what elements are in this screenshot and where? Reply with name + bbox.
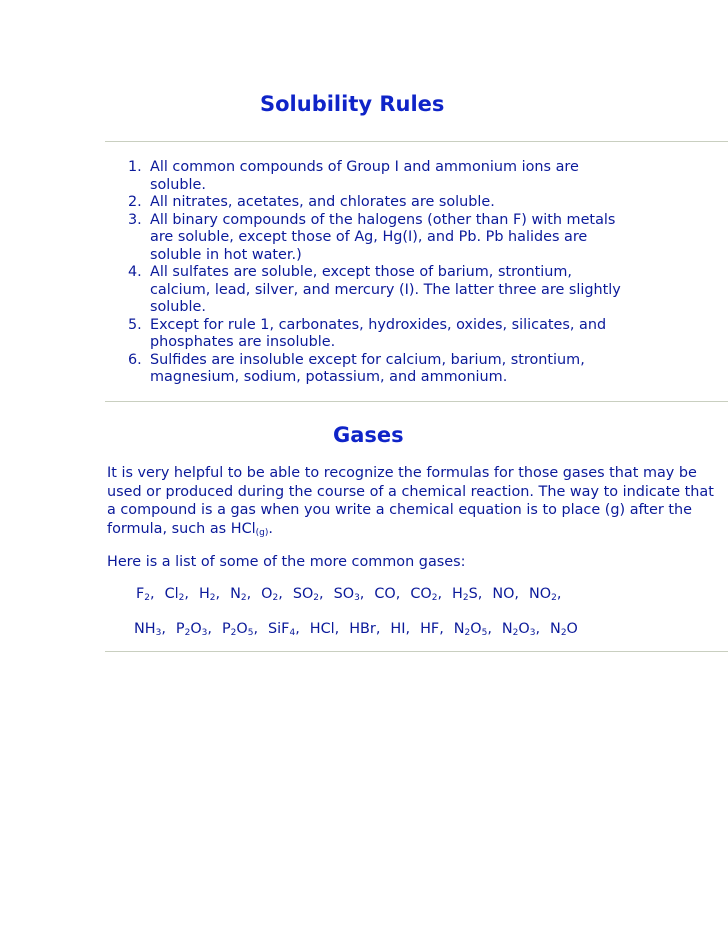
gas-formula: $O_2$, xyxy=(261,586,283,603)
gas-formula: $SO_3$, xyxy=(333,586,365,603)
gas-formula: HBr, xyxy=(349,621,381,637)
rule-item: 4. All sulfates are soluble, except those of barium, strontium, calcium, lead, silver, and mercury (I). The latter three are slightly soluble. xyxy=(128,264,621,315)
gas-formula: $SO_2$, xyxy=(292,586,324,603)
gas-formula: $N_2$, xyxy=(230,586,252,603)
rule-item: 2. All nitrates, acetates, and chlorates are soluble. xyxy=(128,194,495,210)
divider-middle xyxy=(105,401,728,402)
rule-text: All binary compounds of the halogens (other than F) with metals are soluble, except those of Ag, Hg(I), and Pb. Pb halides are soluble in hot water.) xyxy=(150,211,616,263)
rule-text: All nitrates, acetates, and chlorates are soluble. xyxy=(150,194,495,210)
gas-formula: CO, xyxy=(374,586,401,602)
gas-formula: $N_2O$ xyxy=(550,621,578,638)
gas-formula: HF, xyxy=(420,621,444,637)
gas-formula: $N_2O_3$, xyxy=(501,621,541,638)
rule-text: Except for rule 1, carbonates, hydroxides, oxides, silicates, and phosphates are insoluble. xyxy=(150,316,607,350)
rule-item: 1. All common compounds of Group I and ammonium ions are soluble. xyxy=(128,159,579,193)
gas-formula: $F_2$, xyxy=(136,586,155,603)
gas-formula: $P_2O_5$, xyxy=(221,621,259,638)
gas-formula: $CO_2$, xyxy=(410,586,443,603)
gas-formula: $H_2$, xyxy=(198,586,221,603)
rule-text: All common compounds of Group I and ammonium ions are soluble. xyxy=(150,159,579,193)
gas-formula: HI, xyxy=(390,621,411,637)
divider-bottom xyxy=(105,651,728,652)
gas-formula-row-2 xyxy=(134,621,588,638)
rule-item: 6. Sulfides are insoluble except for calcium, barium, strontium, magnesium, sodium, potassium, and ammonium. xyxy=(128,351,585,385)
gas-formula: $H_2S$, xyxy=(452,586,483,603)
gas-formula: HCl, xyxy=(309,621,340,637)
rule-text: All sulfates are soluble, except those of barium, strontium, calcium, lead, silver, and mercury (I). The latter three are slightly soluble. xyxy=(150,264,621,315)
gas-formula: $NH_3$, xyxy=(134,621,166,638)
hcl-gas-example: HCl$_{(g)}$ xyxy=(230,520,269,538)
gas-formula: $N_2O_5$, xyxy=(453,621,492,638)
gas-formula: NO, xyxy=(492,586,519,602)
rule-item: 3. All binary compounds of the halogens (other than F) with metals are soluble, except those of Ag, Hg(I), and Pb. Pb halides are soluble in hot water.) xyxy=(128,211,616,263)
gases-intro: It is very helpful to be able to recognize the formulas for those gases that may be used or produced during the course of a chemical reaction. The way to indicate that a compound is a gas when you write a chemical equation is to place (g) after the formula, such as HCl$_{(g)}$. xyxy=(107,465,714,538)
divider-top xyxy=(105,141,728,142)
gas-list-heading: Here is a list of some of the more common gases: xyxy=(107,554,466,570)
gas-formula: SiF$_4$, xyxy=(268,621,300,638)
gas-formula: $Cl_2$, xyxy=(164,586,189,603)
rule-item: 5. Except for rule 1, carbonates, hydroxides, oxides, silicates, and phosphates are insoluble. xyxy=(128,316,607,350)
gas-formula: $NO_2$, xyxy=(529,586,562,603)
solubility-rules-list xyxy=(128,159,630,387)
rule-text: Sulfides are insoluble except for calcium, barium, strontium, magnesium, sodium, potassium, and ammonium. xyxy=(150,351,585,385)
gas-formula: $P_2O_3$, xyxy=(175,621,212,638)
gas-formula-row-1 xyxy=(136,586,571,603)
